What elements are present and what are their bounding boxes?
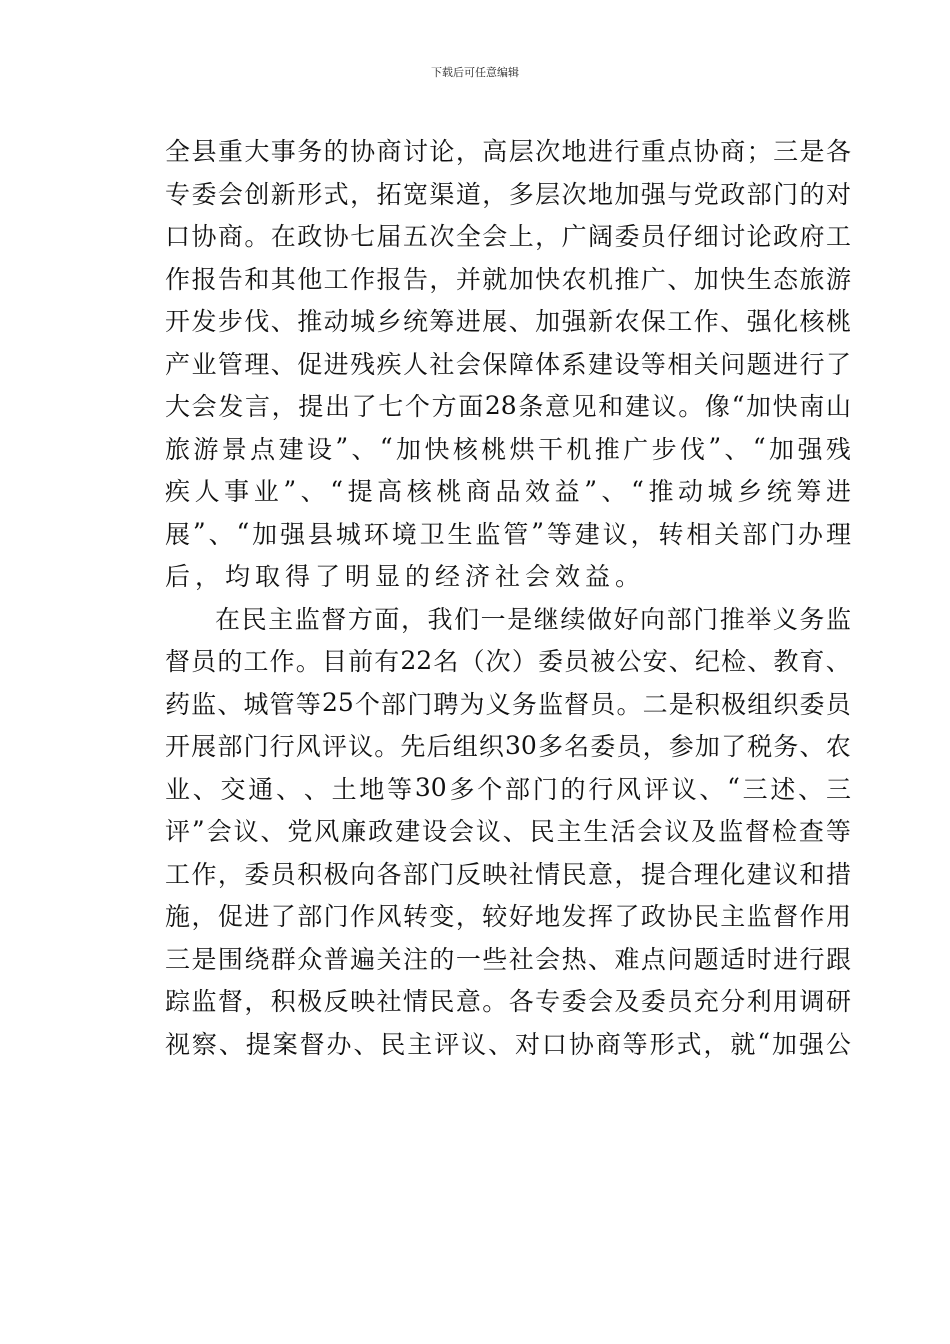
text-line: 产 业 管 理 、 促 进 残 疾 人 社 会 保 障 体 系 建 设 等 相 关 问 题 进 行 了 [165, 349, 851, 379]
text-line: 疾 人 事 业 ” 、 “ 提 高 核 桃 商 品 效 益 ” 、 “ 推 动 城 乡 统 筹 进 [165, 475, 851, 507]
text-line: 业 、 交 通 、 、 土 地 等 30 多 个 部 门 的 行 风 评 议 、 “ 三 述 、 三 [165, 773, 851, 804]
text-line: 后，均取得了明显的经济社会效益。 [165, 562, 646, 592]
text-line: 药 监 、 城 管 等 25 个 部 门 聘 为 义 务 监 督 员 。 二 是 积 极 组 织 委 员 [165, 688, 851, 719]
text-line: 施 ， 促 进 了 部 门 作 风 转 变 ， 较 好 地 发 挥 了 政 协 民 主 监 督 作 用 [165, 902, 851, 932]
text-line: 全 县 重 大 事 务 的 协 商 讨 论 ， 高 层 次 地 进 行 重 点 协 商 ； 三 是 各 [165, 137, 851, 167]
text-line: 展 ” 、 “ 加 强 县 城 环 境 卫 生 监 管 ” 等 建 议 ， 转 相 关 部 门 办 理 [165, 518, 851, 549]
text-line: 工 作 ， 委 员 积 极 向 各 部 门 反 映 社 情 民 意 ， 提 合 理 化 建 议 和 措 [165, 859, 851, 889]
text-line: 口 协 商 。 在 政 协 七 届 五 次 全 会 上 ， 广 阔 委 员 仔 细 讨 论 政 府 工 [165, 222, 851, 252]
text-line: 大 会 发 言 ， 提 出 了 七 个 方 面 28 条 意 见 和 建 议 。 像 “ 加 快 南 山 [165, 390, 851, 422]
text-line: 在 民 主 监 督 方 面 ， 我 们 一 是 继 续 做 好 向 部 门 推 举 义 务 监 [215, 604, 851, 634]
text-line: 三 是 围 绕 群 众 普 遍 关 注 的 一 些 社 会 热 、 难 点 问 题 适 时 进 行 跟 [165, 944, 851, 974]
text-line: 督 员 的 工 作 。 目 前 有 22 名 （ 次 ） 委 员 被 公 安 、 纪 检 、 教 育 、 [165, 645, 851, 677]
text-line: 专 委 会 创 新 形 式 ， 拓 宽 渠 道 ， 多 层 次 地 加 强 与 党 政 部 门 的 对 [165, 179, 851, 209]
text-line: 开 发 步 伐 、 推 动 城 乡 统 筹 进 展 、 加 强 新 农 保 工 作 、 强 化 核 桃 [165, 307, 851, 337]
text-line: 旅 游 景 点 建 设 ” 、 “ 加 快 核 桃 烘 干 机 推 广 步 伐 ” 、 “ 加 强 残 [165, 433, 851, 464]
text-line: 评 ” 会 议 、 党 风 廉 政 建 设 会 议 、 民 主 生 活 会 议 及 监 督 检 查 等 [165, 815, 851, 847]
text-line: 视 察 、 提 案 督 办 、 民 主 评 议 、 对 口 协 商 等 形 式 ， 就 “ 加 强 公 [165, 1028, 851, 1059]
text-line: 作 报 告 和 其 他 工 作 报 告 ， 并 就 加 快 农 机 推 广 、 加 快 生 态 旅 游 [165, 264, 851, 294]
text-line: 开 展 部 门 行 风 评 议 。 先 后 组 织 30 多 名 委 员 ， 参 加 了 税 务 、 农 [165, 730, 851, 762]
page-header: 下载后可任意编辑 [431, 66, 519, 79]
body-text [165, 129, 851, 1064]
text-line: 踪 监 督 ， 积 极 反 映 社 情 民 意 。 各 专 委 会 及 委 员 充 分 利 用 调 研 [165, 987, 851, 1017]
